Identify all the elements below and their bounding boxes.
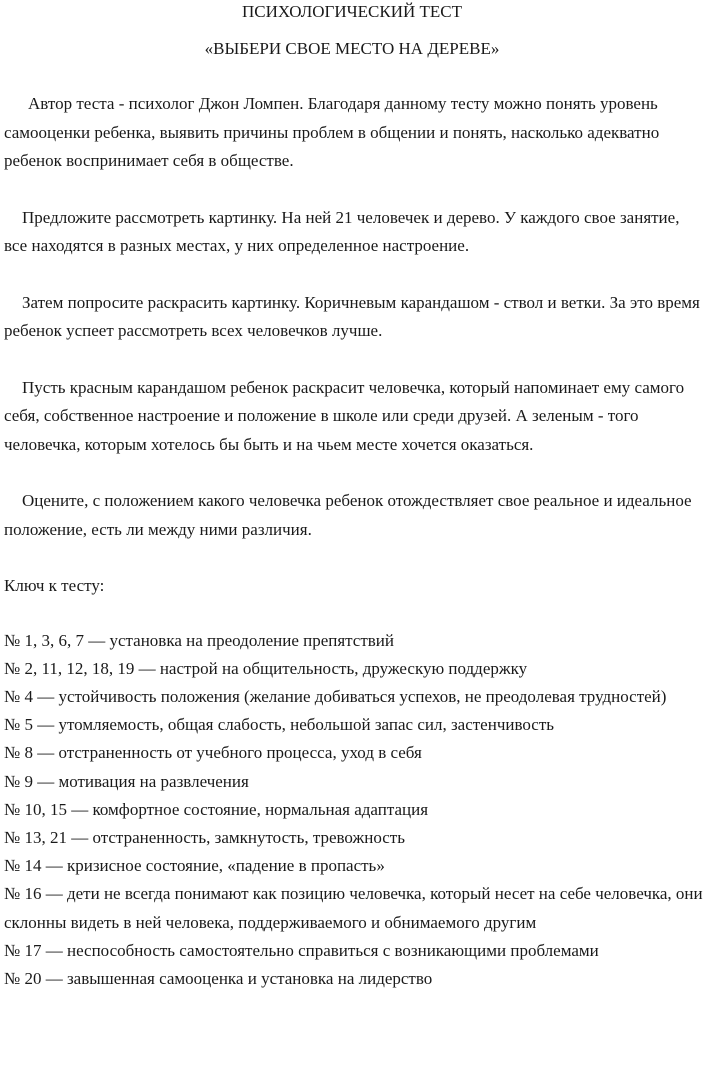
key-item: № 1, 3, 6, 7 — установка на преодоление препятствий: [4, 630, 395, 650]
paragraph-evaluate: Оцените, с положением какого человечка ребенок отождествляет свое реальное и идеальное положение, есть ли между ними различия.: [4, 491, 692, 539]
key-item: № 10, 15 — комфортное состояние, нормальная адаптация: [4, 799, 429, 819]
document-title: ПСИХОЛОГИЧЕСКИЙ ТЕСТ: [241, 2, 463, 21]
paragraph-author: Автор теста - психолог Джон Ломпен. Благодаря данному тесту можно понять уровень самооценки ребенка, выявить причины проблем в общении и понять, насколько адекватно ребенок воспринимает себя в обществе.: [4, 94, 660, 170]
key-item: № 13, 21 — отстраненность, замкнутость, тревожность: [4, 827, 405, 847]
key-item: № 9 — мотивация на развлечения: [4, 771, 249, 791]
key-item: № 4 — устойчивость положения (желание добиваться успехов, не преодолевая трудностей): [4, 686, 667, 706]
paragraph-red-green: Пусть красным карандашом ребенок раскрасит человечка, который напоминает ему самого себя, собственное настроение и положение в школе или среди друзей. А зеленым - того человечка, которым хотелось бы быть и на чьем месте хочется оказаться.: [4, 377, 685, 454]
key-list: [4, 627, 704, 994]
key-item: № 17 — неспособность самостоятельно справиться с возникающими проблемами: [4, 940, 599, 960]
paragraph-picture: Предложите рассмотреть картинку. На ней 21 человечек и дерево. У каждого свое занятие, все находятся в разных местах, у них определенное настроение.: [4, 207, 680, 255]
paragraph-coloring: Затем попросите раскрасить картинку. Коричневым карандашом - ствол и ветки. За это время ребенок успеет рассмотреть всех человечков лучше.: [4, 292, 700, 340]
key-heading: Ключ к тесту:: [4, 576, 105, 595]
key-item: № 8 — отстраненность от учебного процесса, уход в себя: [4, 743, 422, 763]
key-item: № 20 — завышенная самооценка и установка на лидерство: [4, 968, 433, 988]
key-item: № 2, 11, 12, 18, 19 — настрой на общительность, дружескую поддержку: [4, 658, 528, 678]
key-item: № 16 — дети не всегда понимают как позицию человечка, который несет на себе человечка, они склонны видеть в ней человека, поддерживаемого и обнимаемого другим: [4, 884, 703, 932]
document-subtitle: «ВЫБЕРИ СВОЕ МЕСТО НА ДЕРЕВЕ»: [204, 39, 500, 58]
document-body: [4, 90, 704, 993]
key-item: № 14 — кризисное состояние, «падение в пропасть»: [4, 856, 385, 876]
key-item: № 5 — утомляемость, общая слабость, небольшой запас сил, застенчивость: [4, 715, 555, 735]
